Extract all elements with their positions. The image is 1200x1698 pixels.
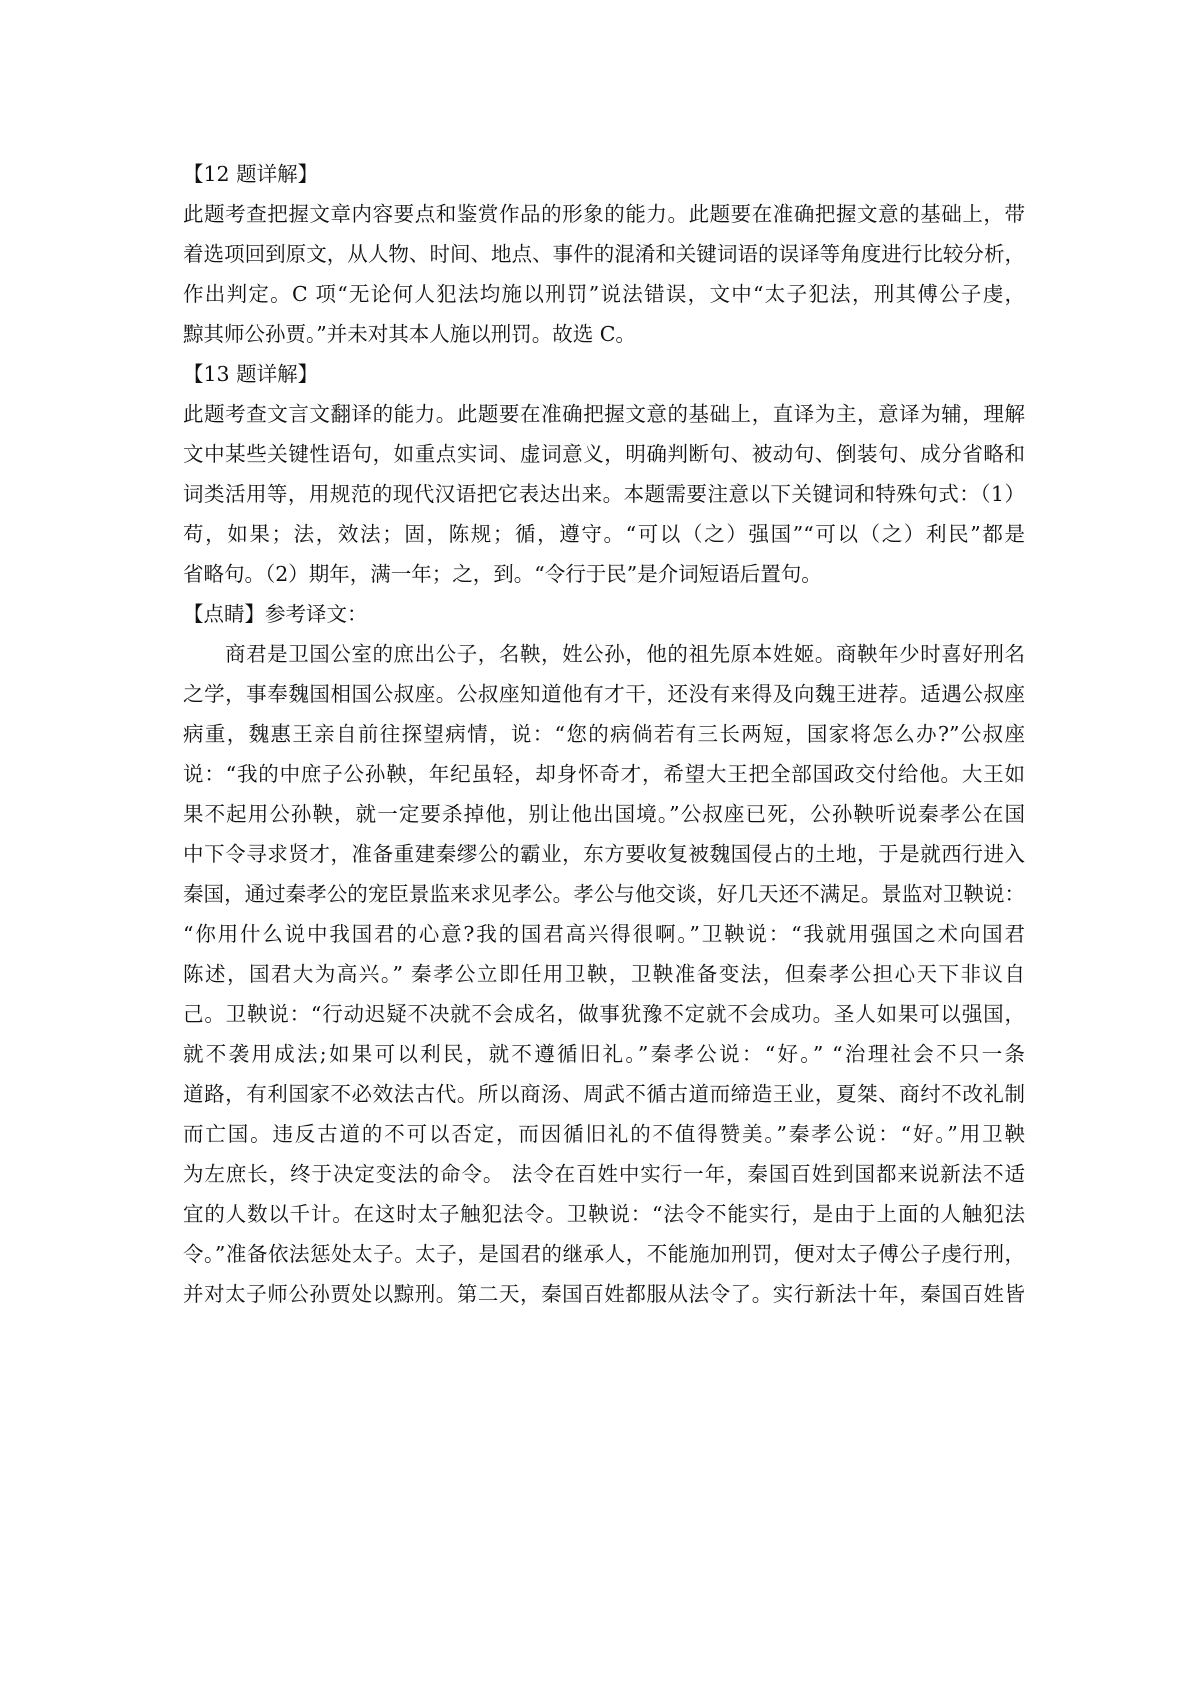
translation-line: 令。”准备依法惩处太子。太子，是国君的继承人，不能施加刑罚，便对太子傅公子虔行刑， bbox=[183, 1242, 1025, 1266]
translation-line: 商君是卫国公室的庶出公子，名鞅，姓公孙，他的祖先原本姓姬。商鞅年少时喜好刑名 bbox=[225, 642, 1025, 666]
paragraph-line: 文中某些关键性语句，如重点实词、虚词意义，明确判断句、被动句、倒装句、成分省略和 bbox=[183, 442, 1025, 466]
section-12-heading: 【12 题详解】 bbox=[183, 162, 319, 186]
translation-line: 就不袭用成法;如果可以利民，就不遵循旧礼。”秦孝公说：“好。” “治理社会不只一条 bbox=[183, 1042, 1025, 1066]
translation-line: 秦国，通过秦孝公的宠臣景监来求见孝公。孝公与他交谈，好几天还不满足。景监对卫鞅说： bbox=[183, 882, 1025, 906]
dianjing-section bbox=[183, 594, 1025, 1314]
translation-line: 道路，有利国家不必效法古代。所以商汤、周武不循古道而缔造王业，夏桀、商纣不改礼制 bbox=[183, 1082, 1025, 1106]
paragraph-line: 词类活用等，用规范的现代汉语把它表达出来。本题需要注意以下关键词和特殊句式：（1） bbox=[183, 482, 1025, 506]
document-page bbox=[183, 154, 1025, 1314]
translation-line: 并对太子师公孙贾处以黥刑。第二天，秦国百姓都服从法令了。实行新法十年，秦国百姓皆 bbox=[183, 1282, 1025, 1306]
section-12 bbox=[183, 154, 1025, 354]
paragraph-line: 着选项回到原文，从人物、时间、地点、事件的混淆和关键词语的误译等角度进行比较分析， bbox=[183, 242, 1025, 266]
dianjing-heading: 【点睛】参考译文： bbox=[183, 602, 368, 626]
paragraph-line: 苟，如果；法，效法；固，陈规；循，遵守。“可以（之）强国”“可以（之）利民”都是 bbox=[183, 522, 1025, 546]
translation-line: 果不起用公孙鞅，就一定要杀掉他，别让他出国境。”公叔座已死，公孙鞅听说秦孝公在国 bbox=[183, 802, 1025, 826]
translation-line: 宜的人数以千计。在这时太子触犯法令。卫鞅说：“法令不能实行，是由于上面的人触犯法 bbox=[183, 1202, 1025, 1226]
translation-line: 而亡国。违反古道的不可以否定，而因循旧礼的不值得赞美。”秦孝公说：“好。”用卫鞅 bbox=[183, 1122, 1025, 1146]
translation-line: “你用什么说中我国君的心意?我的国君高兴得很啊。”卫鞅说：“我就用强国之术向国君 bbox=[183, 922, 1025, 946]
translation-line: 为左庶长，终于决定变法的命令。 法令在百姓中实行一年，秦国百姓到国都来说新法不适 bbox=[183, 1162, 1025, 1186]
paragraph-line: 此题考查文言文翻译的能力。此题要在准确把握文意的基础上，直译为主，意译为辅，理解 bbox=[183, 402, 1025, 426]
paragraph-line: 黥其师公孙贾。”并未对其本人施以刑罚。故选 C。 bbox=[183, 322, 636, 346]
translation-line: 陈述，国君大为高兴。” 秦孝公立即任用卫鞅，卫鞅准备变法，但秦孝公担心天下非议自 bbox=[183, 962, 1025, 986]
translation-line: 中下令寻求贤才，准备重建秦缪公的霸业，东方要收复被魏国侵占的土地，于是就西行进入 bbox=[183, 842, 1025, 866]
translation-line: 之学，事奉魏国相国公叔座。公叔座知道他有才干，还没有来得及向魏王进荐。适遇公叔座 bbox=[183, 682, 1025, 706]
paragraph-line: 此题考查把握文章内容要点和鉴赏作品的形象的能力。此题要在准确把握文意的基础上，带 bbox=[183, 202, 1025, 226]
translation-line: 说：“我的中庶子公孙鞅，年纪虽轻，却身怀奇才，希望大王把全部国政交付给他。大王如 bbox=[183, 762, 1025, 786]
section-13 bbox=[183, 354, 1025, 594]
paragraph-line: 作出判定。C 项“无论何人犯法均施以刑罚”说法错误，文中“太子犯法，刑其傅公子虔， bbox=[183, 282, 1025, 306]
section-13-heading: 【13 题详解】 bbox=[183, 362, 319, 386]
translation-line: 己。卫鞅说：“行动迟疑不决就不会成名，做事犹豫不定就不会成功。圣人如果可以强国， bbox=[183, 1002, 1025, 1026]
paragraph-line: 省略句。（2）期年，满一年；之，到。“令行于民”是介词短语后置句。 bbox=[183, 562, 822, 586]
translation-line: 病重，魏惠王亲自前往探望病情，说：“您的病倘若有三长两短，国家将怎么办?”公叔座 bbox=[183, 722, 1025, 746]
